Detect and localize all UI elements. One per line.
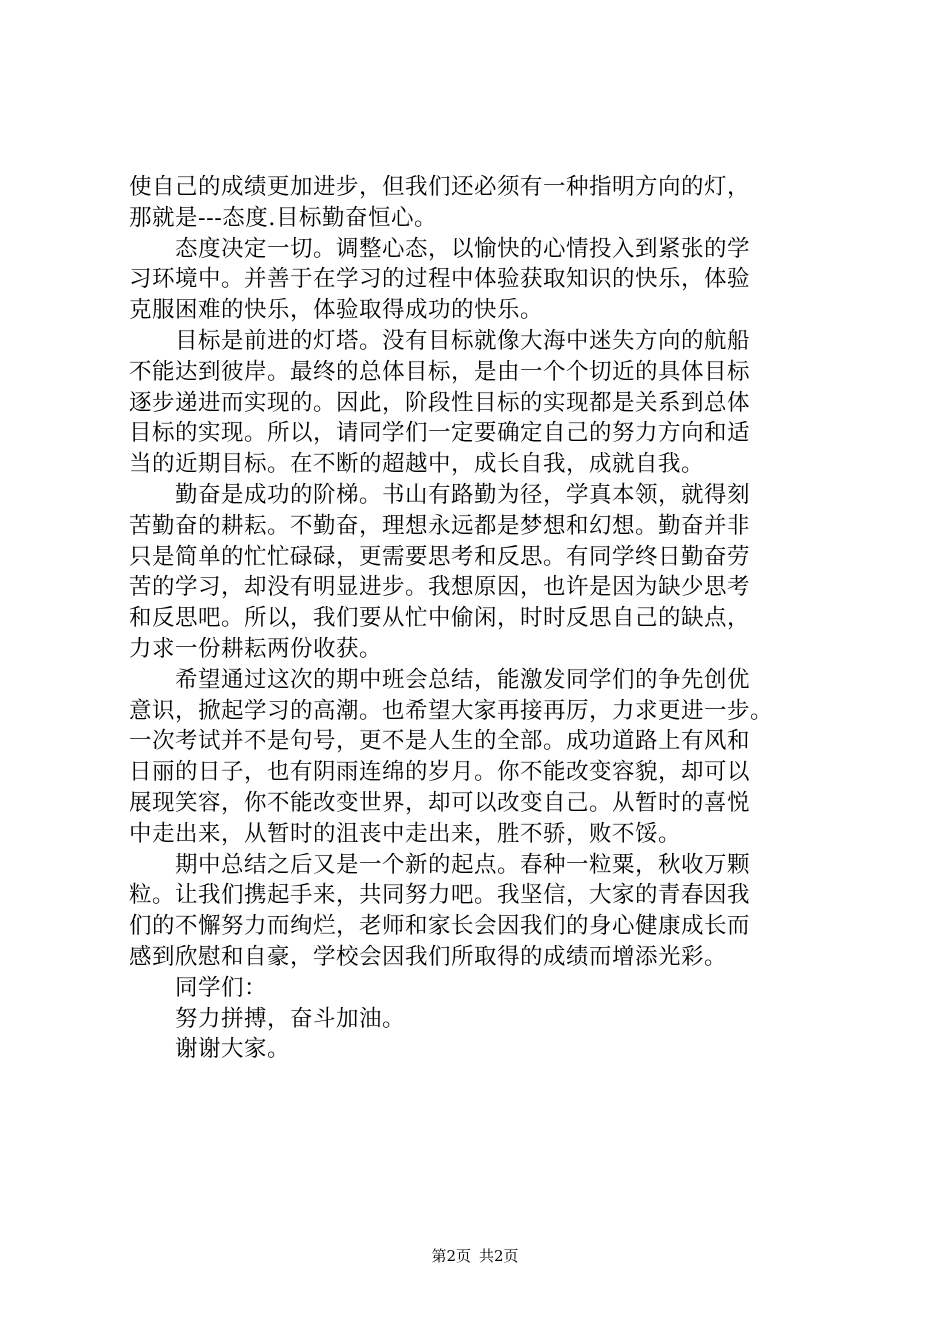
text-line: 和反思吧。所以，我们要从忙中偷闲，时时反思自己的缺点， [129,605,751,632]
text-line: 苦的学习，却没有明显进步。我想原因，也许是因为缺少思考 [129,574,751,601]
page-total: 共2页 [479,1247,519,1265]
text-line: 克服困难的快乐，体验取得成功的快乐。 [129,297,544,324]
text-line: 一次考试并不是句号，更不是人生的全部。成功道路上有风和 [129,728,751,755]
text-line: 谢谢大家。 [175,1036,291,1063]
text-line: 勤奋是成功的阶梯。书山有路勤为径，学真本领，就得刻 [175,481,751,508]
document-body [129,172,829,1065]
text-line: 逐步递进而实现的。因此，阶段性目标的实现都是关系到总体 [129,389,751,416]
text-line: 使自己的成绩更加进步，但我们还必须有一种指明方向的灯， [129,174,751,200]
text-line: 希望通过这次的期中班会总结，能激发同学们的争先创优 [175,666,751,693]
text-line: 苦勤奋的耕耘。不勤奋，理想永远都是梦想和幻想。勤奋并非 [129,512,751,539]
page-footer [0,1246,950,1266]
text-line: 意识，掀起学习的高潮。也希望大家再接再厉，力求更进一步。 [129,697,774,724]
text-line: 只是简单的忙忙碌碌，更需要思考和反思。有同学终日勤奋劳 [129,543,751,570]
text-line: 日丽的日子，也有阴雨连绵的岁月。你不能改变容貌，却可以 [129,759,751,786]
text-line: 同学们： [175,974,268,1001]
text-line: 不能达到彼岸。最终的总体目标，是由一个个切近的具体目标 [129,358,751,385]
text-line: 感到欣慰和自豪，学校会因我们所取得的成绩而增添光彩。 [129,943,728,970]
text-line: 目标是前进的灯塔。没有目标就像大海中迷失方向的航船 [175,327,751,354]
text-line: 力求一份耕耘两份收获。 [129,635,383,662]
text-line: 努力拼搏，奋斗加油。 [175,1005,406,1032]
text-line: 态度决定一切。调整心态，以愉快的心情投入到紧张的学 [175,235,751,262]
text-line: 中走出来，从暂时的沮丧中走出来，胜不骄，败不馁。 [129,820,682,847]
text-line: 期中总结之后又是一个新的起点。春种一粒粟，秋收万颗 [175,851,751,878]
text-line: 习环境中。并善于在学习的过程中体验获取知识的快乐，体验 [129,266,751,293]
text-line: 目标的实现。所以，请同学们一定要确定自己的努力方向和适 [129,420,751,447]
text-line: 们的不懈努力而绚烂，老师和家长会因我们的身心健康成长而 [129,913,751,940]
text-line: 那就是---态度.目标勤奋恒心。 [129,204,437,231]
text-line: 展现笑容，你不能改变世界，却可以改变自己。从暂时的喜悦 [129,789,751,816]
text-line: 当的近期目标。在不断的超越中，成长自我，成就自我。 [129,451,705,478]
text-line: 粒。让我们携起手来，共同努力吧。我坚信，大家的青春因我 [129,882,751,909]
page-number: 第2页 [431,1247,471,1265]
